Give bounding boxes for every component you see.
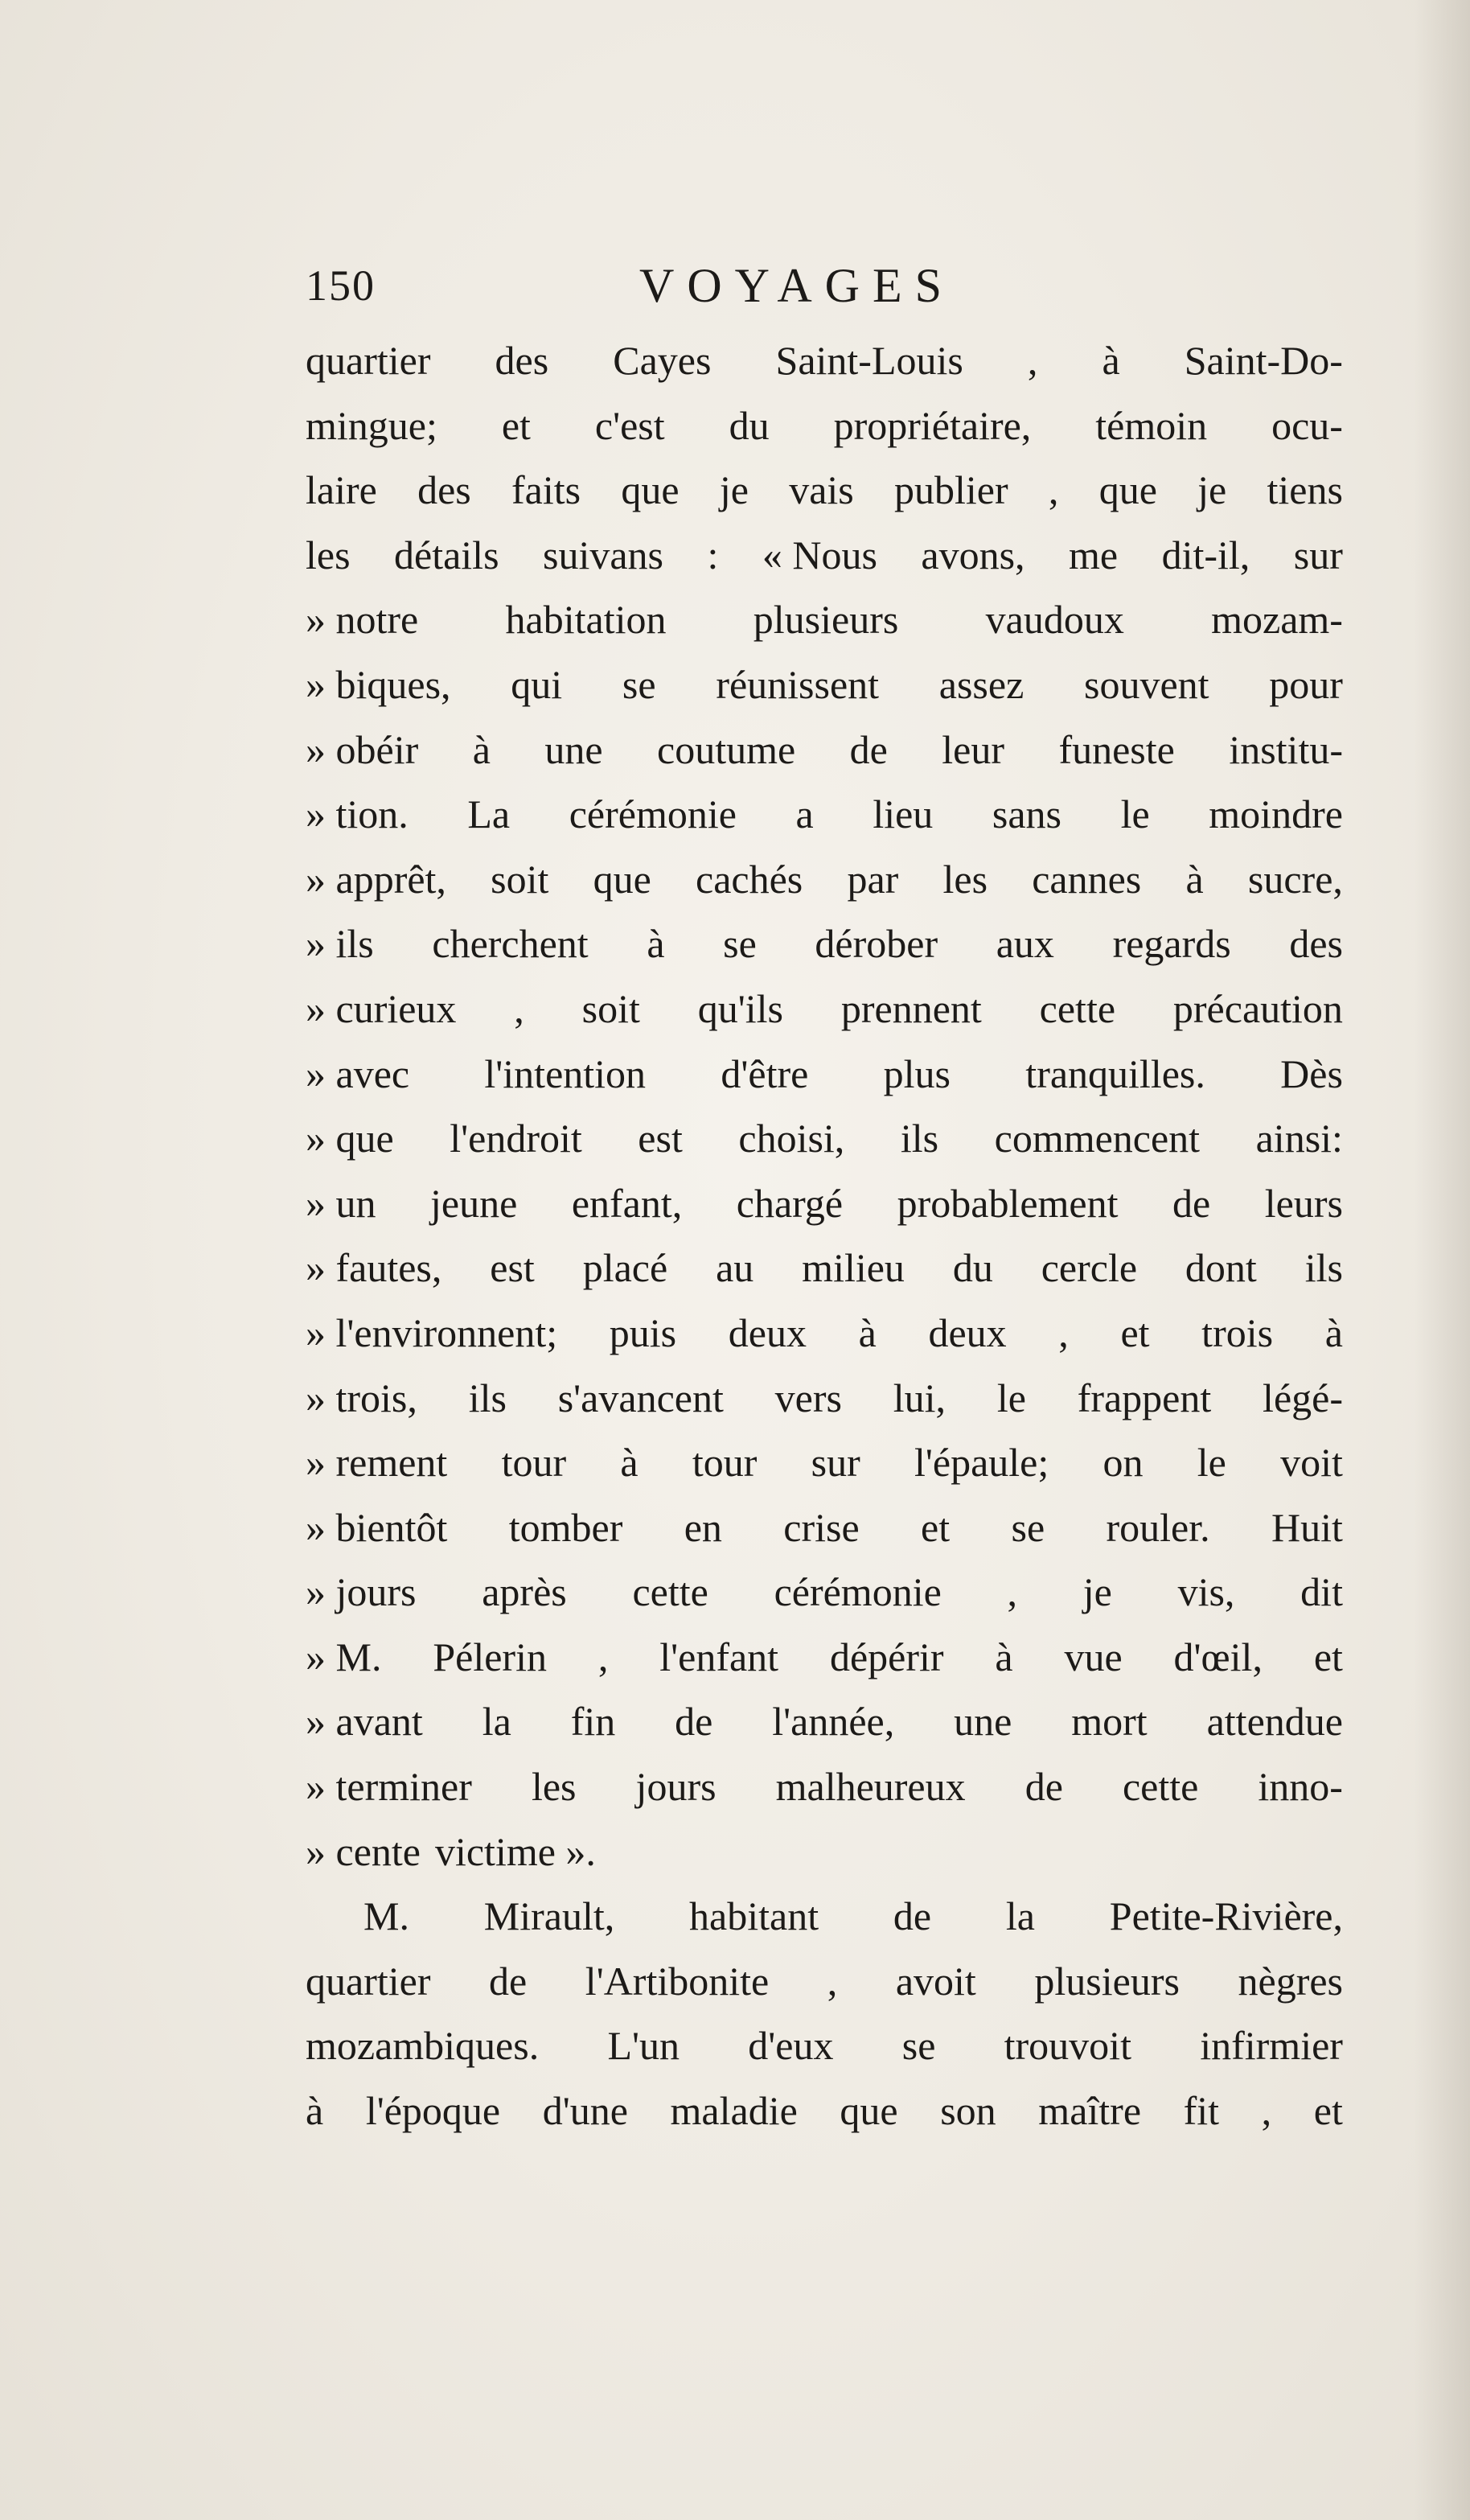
word: chargé: [736, 1180, 844, 1226]
word: de: [893, 1893, 932, 1939]
word: placé: [582, 1245, 668, 1291]
word: Mirault,: [483, 1893, 615, 1939]
word: que: [593, 856, 651, 902]
word: voit: [1280, 1440, 1343, 1486]
word: une: [954, 1699, 1012, 1745]
word: » ils: [306, 921, 374, 967]
word: d'œil,: [1173, 1634, 1263, 1679]
word: le: [996, 1375, 1026, 1420]
word: cannes: [1032, 856, 1142, 902]
word: » que: [306, 1116, 394, 1161]
word: souvent: [1084, 661, 1209, 707]
word: légé-: [1263, 1375, 1343, 1420]
word: le: [1197, 1440, 1226, 1486]
word: aux: [996, 921, 1054, 967]
word: habitant: [689, 1893, 819, 1939]
text-line: [306, 2013, 1343, 2078]
word: leurs: [1264, 1180, 1343, 1226]
word: crise: [783, 1504, 860, 1550]
word: » terminer: [306, 1764, 472, 1810]
text-line: [306, 1301, 1343, 1366]
word: » rement: [306, 1440, 448, 1486]
word: frappent: [1077, 1375, 1212, 1420]
word: la: [1005, 1893, 1035, 1939]
word: et: [1120, 1309, 1150, 1355]
word: assez: [938, 661, 1024, 707]
word: suivans: [543, 532, 664, 578]
word: infirmier: [1200, 2023, 1343, 2069]
word: mozambiques.: [306, 2023, 540, 2069]
word: » notre: [306, 597, 419, 643]
word: regards: [1112, 921, 1231, 967]
word: ,: [1048, 467, 1059, 513]
word: ,: [597, 1634, 609, 1679]
word: l'année,: [772, 1699, 895, 1745]
word: à: [306, 2088, 324, 2134]
text-line: [306, 1366, 1343, 1431]
word: que: [1098, 467, 1157, 513]
word: » trois,: [306, 1375, 417, 1420]
word: dérober: [815, 921, 938, 967]
word: ,: [514, 985, 524, 1031]
text-line: [306, 976, 1343, 1042]
word: La: [467, 791, 511, 837]
text-line: [306, 1819, 1343, 1885]
word: de: [675, 1699, 713, 1745]
word: avons,: [921, 532, 1025, 578]
word: ainsi:: [1255, 1116, 1343, 1161]
word: Saint-Do-: [1184, 338, 1343, 383]
word: à: [1102, 338, 1120, 383]
word: soit: [581, 985, 640, 1031]
text-line: [306, 1495, 1343, 1560]
word: » obéir: [306, 726, 419, 772]
word: cérémonie: [774, 1569, 942, 1615]
text-line: [306, 1430, 1343, 1495]
word: puis: [609, 1309, 677, 1355]
word: est: [638, 1116, 683, 1161]
word: les: [306, 532, 351, 578]
word: funeste: [1058, 726, 1175, 772]
word: du: [952, 1245, 993, 1291]
word: quartier: [306, 338, 431, 383]
text-line: [306, 458, 1343, 523]
word: deux: [728, 1309, 807, 1355]
word: » tion.: [306, 791, 409, 837]
word: cette: [1039, 985, 1116, 1031]
word: précaution: [1172, 985, 1343, 1031]
word: se: [1011, 1504, 1045, 1550]
word: me: [1069, 532, 1119, 578]
word: ,: [1261, 2088, 1272, 2134]
word: « Nous: [762, 532, 877, 578]
word: à: [1185, 856, 1204, 902]
word: publier: [894, 467, 1008, 513]
word: vers: [774, 1375, 842, 1420]
text-line: [306, 1884, 1343, 1949]
text-line: [306, 1689, 1343, 1754]
word: enfant,: [571, 1180, 683, 1226]
word: deux: [928, 1309, 1007, 1355]
text-line: [306, 1235, 1343, 1301]
word: habitation: [505, 597, 667, 643]
word: dit: [1300, 1569, 1343, 1615]
text-line: [306, 717, 1343, 783]
word: à: [620, 1440, 639, 1486]
word: une: [544, 726, 603, 772]
word: cette: [632, 1569, 708, 1615]
word: laire: [306, 467, 377, 513]
word: faits: [511, 467, 581, 513]
word: inno-: [1258, 1764, 1343, 1810]
word: sur: [1293, 532, 1343, 578]
word: sans: [992, 791, 1061, 837]
word: institu-: [1229, 726, 1343, 772]
word: soit: [491, 856, 549, 902]
text-line: [306, 587, 1343, 652]
word: sur: [811, 1440, 860, 1486]
word: que: [840, 2088, 898, 2134]
word: d'eux: [748, 2023, 834, 2069]
word: » M.: [306, 1634, 382, 1679]
word: propriétaire,: [833, 402, 1032, 448]
word: tour: [692, 1440, 758, 1486]
word: vais: [789, 467, 854, 513]
word: choisi,: [738, 1116, 845, 1161]
word: » fautes,: [306, 1245, 442, 1291]
word: qu'ils: [697, 985, 784, 1031]
word: l'épaule;: [914, 1440, 1049, 1486]
running-title: VOYAGES: [639, 259, 955, 312]
word: » cente: [306, 1828, 421, 1874]
word: Dès: [1280, 1050, 1343, 1096]
word: et: [921, 1504, 951, 1550]
word: plusieurs: [1034, 1958, 1180, 2004]
word: dit-il,: [1161, 532, 1250, 578]
word: avoit: [895, 1958, 976, 2004]
text-line: [306, 1625, 1343, 1690]
word: Petite-Rivière,: [1109, 1893, 1343, 1939]
word: Pélerin: [433, 1634, 547, 1679]
word: ils: [1304, 1245, 1343, 1291]
page-edge-shadow: [1414, 0, 1470, 2520]
word: mozam-: [1211, 597, 1343, 643]
word: à: [472, 726, 491, 772]
word: des: [1289, 921, 1343, 967]
word: et: [501, 402, 531, 448]
word: pour: [1269, 661, 1343, 707]
text-line: [306, 1754, 1343, 1819]
word: à: [995, 1634, 1013, 1679]
word: commencent: [994, 1116, 1201, 1161]
word: ,: [1058, 1309, 1069, 1355]
word: Cayes: [613, 338, 712, 383]
word: on: [1102, 1440, 1144, 1486]
word: a: [795, 791, 814, 837]
text-line: [306, 652, 1343, 717]
word: s'avancent: [557, 1375, 724, 1420]
word: et: [1313, 1634, 1343, 1679]
word: fit: [1183, 2088, 1220, 2134]
word: » avant: [306, 1699, 423, 1745]
word: se: [901, 2023, 936, 2069]
word: » apprêt,: [306, 856, 446, 902]
word: M.: [363, 1893, 409, 1939]
word: L'un: [607, 2023, 680, 2069]
word: milieu: [802, 1245, 905, 1291]
word: attendue: [1206, 1699, 1343, 1745]
word: » biques,: [306, 661, 451, 707]
word: cercle: [1041, 1245, 1138, 1291]
word: je: [1197, 467, 1227, 513]
word: sucre,: [1247, 856, 1343, 902]
word: de: [1024, 1764, 1063, 1810]
word: leur: [942, 726, 1005, 772]
word: » avec: [306, 1050, 410, 1096]
word: de: [849, 726, 888, 772]
word: cette: [1122, 1764, 1199, 1810]
word: ,: [1007, 1569, 1018, 1615]
word: ,: [827, 1958, 838, 2004]
paragraph: [306, 328, 1343, 1884]
paragraph: [306, 1884, 1343, 2143]
word: à: [1324, 1309, 1343, 1355]
word: Huit: [1271, 1504, 1343, 1550]
word: par: [847, 856, 899, 902]
word: ils: [900, 1116, 939, 1161]
word: jeune: [430, 1180, 518, 1226]
word: l'endroit: [450, 1116, 582, 1161]
word: probablement: [897, 1180, 1119, 1226]
word: de: [489, 1958, 528, 2004]
word: tomber: [508, 1504, 623, 1550]
word: Saint-Louis: [775, 338, 963, 383]
word: nègres: [1238, 1958, 1343, 2004]
word: tiens: [1267, 467, 1343, 513]
text-line: [306, 2078, 1343, 2144]
word: la: [482, 1699, 511, 1745]
text-line: [306, 393, 1343, 458]
word: les: [531, 1764, 577, 1810]
word: d'une: [542, 2088, 628, 2134]
text-line: [306, 847, 1343, 912]
word: vue: [1064, 1634, 1123, 1679]
word: plusieurs: [753, 597, 899, 643]
word: qui: [511, 661, 563, 707]
word: trouvoit: [1004, 2023, 1131, 2069]
word: se: [723, 921, 757, 967]
word: l'Artibonite: [585, 1958, 770, 2004]
word: » bientôt: [306, 1504, 448, 1550]
word: fin: [570, 1699, 616, 1745]
word: je: [719, 467, 749, 513]
word: en: [684, 1504, 722, 1550]
word: l'époque: [365, 2088, 501, 2134]
word: à: [647, 921, 665, 967]
word: lieu: [873, 791, 934, 837]
word: dépérir: [829, 1634, 944, 1679]
word: et: [1313, 2088, 1343, 2134]
word: victime ».: [434, 1828, 596, 1874]
word: prennent: [840, 985, 982, 1031]
text-line: [306, 523, 1343, 588]
word: d'être: [721, 1050, 809, 1096]
word: tranquilles.: [1025, 1050, 1205, 1096]
word: des: [495, 338, 549, 383]
body-text: [306, 328, 1343, 2144]
word: » un: [306, 1180, 376, 1226]
word: de: [1172, 1180, 1211, 1226]
word: :: [707, 532, 719, 578]
word: ,: [1027, 338, 1038, 383]
word: maître: [1038, 2088, 1142, 2134]
text-line: [306, 328, 1343, 393]
word: cherchent: [432, 921, 589, 967]
word: maladie: [670, 2088, 798, 2134]
word: » curieux: [306, 985, 457, 1031]
text-line: [306, 1171, 1343, 1236]
word: trois: [1201, 1309, 1274, 1355]
word: après: [482, 1569, 567, 1615]
word: cachés: [696, 856, 803, 902]
text-line: [306, 1106, 1343, 1171]
word: ils: [468, 1375, 507, 1420]
text-line: [306, 1560, 1343, 1625]
word: son: [940, 2088, 996, 2134]
word: jours: [635, 1764, 717, 1810]
page-number: 150: [306, 261, 376, 310]
text-line: [306, 782, 1343, 847]
word: au: [716, 1245, 754, 1291]
text-line: [306, 1949, 1343, 2014]
word: c'est: [594, 402, 665, 448]
word: mort: [1071, 1699, 1148, 1745]
word: les: [942, 856, 988, 902]
word: tour: [501, 1440, 567, 1486]
word: » l'environnent;: [306, 1309, 558, 1355]
word: réunissent: [716, 661, 880, 707]
running-header: [306, 253, 1343, 318]
word: plus: [883, 1050, 951, 1096]
word: dont: [1185, 1245, 1257, 1291]
word: que: [621, 467, 680, 513]
word: à: [858, 1309, 877, 1355]
word: le: [1120, 791, 1150, 837]
word: l'enfant: [659, 1634, 779, 1679]
word: malheureux: [775, 1764, 966, 1810]
word: rouler.: [1106, 1504, 1210, 1550]
word: ocu-: [1271, 402, 1343, 448]
word: je: [1082, 1569, 1112, 1615]
word: vaudoux: [985, 597, 1124, 643]
word: du: [729, 402, 770, 448]
word: témoin: [1095, 402, 1208, 448]
word: mingue;: [306, 402, 437, 448]
word: vis,: [1177, 1569, 1235, 1615]
word: lui,: [893, 1375, 946, 1420]
word: moindre: [1209, 791, 1343, 837]
word: l'intention: [484, 1050, 647, 1096]
word: détails: [394, 532, 499, 578]
text-line: [306, 1042, 1343, 1107]
text-line: [306, 911, 1343, 976]
word: quartier: [306, 1958, 431, 2004]
word: coutume: [657, 726, 796, 772]
word: est: [490, 1245, 535, 1291]
word: des: [417, 467, 471, 513]
word: cérémonie: [569, 791, 737, 837]
word: se: [622, 661, 656, 707]
word: » jours: [306, 1569, 417, 1615]
